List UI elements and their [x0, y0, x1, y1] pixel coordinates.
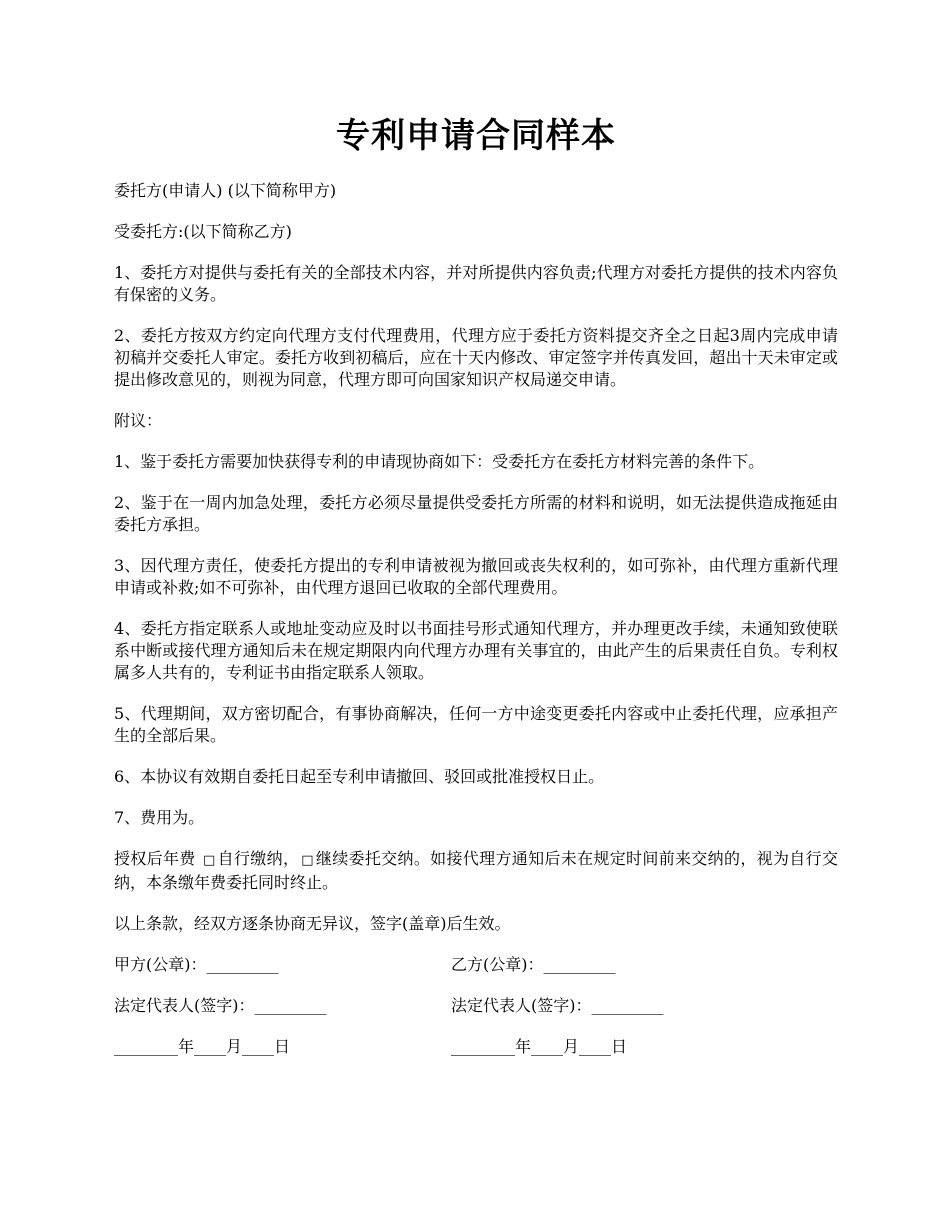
annual-fee-clause [114, 848, 838, 894]
closing-statement: 以上条款，经双方逐条协商无异议，签字(盖章)后生效。 [114, 914, 511, 933]
clause-2: 2、委托方按双方约定向代理方支付代理费用，代理方应于委托方资料提交齐全之日起3周内完成申请初稿并交委托人审定。委托方收到初稿后，应在十天内修改、审定签字并传真发回，超出十天未审定或提出修改意见的，则视为同意，代理方即可向国家知识产权局递交申请。 [114, 326, 838, 389]
fee-prefix: 授权后年费 [114, 849, 202, 868]
addendum-heading: 附议： [114, 411, 163, 430]
party-a-rep-field[interactable]: 法定代表人(签字)：_________ [114, 996, 327, 1015]
party-a-seal-field[interactable]: 甲方(公章)：_________ [114, 955, 279, 974]
party-a-date-field[interactable]: ________年____月____日 [114, 1037, 291, 1056]
date-row [114, 1036, 838, 1058]
self-pay-checkbox[interactable]: □ [203, 853, 216, 868]
party-b-rep-field[interactable]: 法定代表人(签字)：_________ [451, 996, 664, 1015]
addendum-clause-4: 4、委托方指定联系人或地址变动应及时以书面挂号形式通知代理方，并办理更改手续，未通知致使联系中断或接代理方通知后未在规定期限内向代理方办理有关事宜的，由此产生的后果责任自负。专利权属多人共有的，专利证书由指定联系人领取。 [114, 619, 838, 682]
party-a-line: 委托方(申请人) (以下简称甲方) [114, 181, 337, 200]
entrust-pay-checkbox[interactable]: □ [301, 853, 314, 868]
addendum-clause-1: 1、鉴于委托方需要加快获得专利的申请现协商如下：受委托方在委托方材料完善的条件下。 [114, 452, 765, 471]
party-b-date-field[interactable]: ________年____月____日 [451, 1037, 628, 1056]
self-pay-option: 自行缴纳， [217, 849, 300, 868]
addendum-clause-7: 7、费用为。 [114, 808, 205, 827]
seal-row [114, 954, 838, 976]
representative-row [114, 995, 838, 1017]
addendum-clause-5: 5、代理期间，双方密切配合，有事协商解决，任何一方中途变更委托内容或中止委托代理，应承担产生的全部后果。 [114, 704, 838, 745]
party-b-seal-field[interactable]: 乙方(公章)：_________ [451, 955, 616, 974]
clause-1: 1、委托方对提供与委托有关的全部技术内容，并对所提供内容负责;代理方对委托方提供的技术内容负有保密的义务。 [114, 263, 838, 304]
addendum-clause-3: 3、因代理方责任，使委托方提出的专利申请被视为撤回或丧失权利的，如可弥补，由代理方重新代理申请或补救;如不可弥补，由代理方退回已收取的全部代理费用。 [114, 556, 838, 597]
document-title: 专利申请合同样本 [336, 116, 616, 156]
party-b-line: 受委托方:(以下简称乙方) [114, 222, 292, 241]
entrust-pay-option: 继续委托交纳。如接代理方通知后未在规定时间前来交纳的，视为自行交纳，本条缴年费委托同时终止。 [114, 849, 838, 892]
addendum-clause-6: 6、本协议有效期自委托日起至专利申请撤回、驳回或批准授权日止。 [114, 767, 605, 786]
document-body [114, 180, 838, 1077]
addendum-clause-2: 2、鉴于在一周内加急处理，委托方必须尽量提供受委托方所需的材料和说明，如无法提供造成拖延由委托方承担。 [114, 493, 838, 534]
